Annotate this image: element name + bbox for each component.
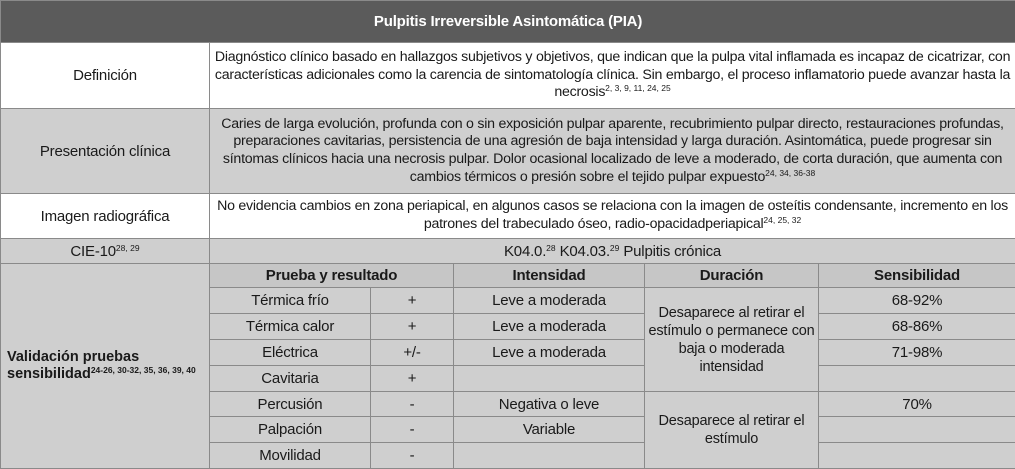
definicion-body: Diagnóstico clínico basado en hallazgos subjetivos y objetivos, que indican que la pulpa vital inflamada es incapaz de cicatrizar, con características adicionales como la carencia de sintomatología clínica. Sin embargo, el proceso inflamatorio puede avanzar hasta la necrosis	[215, 49, 1010, 100]
row-definicion	[1, 43, 1015, 109]
test-intensity: Variable	[454, 417, 645, 443]
cie-code2-text: Pulpitis crónica	[619, 243, 721, 260]
validacion-label	[1, 264, 210, 469]
test-name: Percusión	[210, 392, 371, 417]
definicion-refs: 2, 3, 9, 11, 24, 25	[605, 83, 671, 93]
test-intensity: Leve a moderada	[454, 314, 645, 340]
validacion-header-row	[1, 264, 1015, 288]
cie-codes	[210, 239, 1015, 264]
test-sensitivity: 68-92%	[819, 288, 1015, 314]
test-result: +/-	[371, 340, 454, 366]
test-result: +	[371, 314, 454, 340]
presentacion-body: Caries de larga evolución, profunda con o sin exposición pulpar aparente, recubrimiento pulpar directo, restauraciones profundas, preparaciones cavitarias, persistencia de una agresión de baja intensidad y larga duración. Asintomática, puede progresar sin síntomas clínicos hacia una necrosis pulpar. Dolor ocasional localizado de leve a moderado, de corta duración, que aumenta con cambios térmicos o presión sobre el tejido pulpar expuesto	[221, 116, 1003, 185]
cie-label	[1, 239, 210, 264]
row-presentacion	[1, 109, 1015, 194]
test-result: -	[371, 392, 454, 417]
test-sensitivity: 71-98%	[819, 340, 1015, 366]
test-intensity: Leve a moderada	[454, 340, 645, 366]
imagen-label: Imagen radiográfica	[1, 194, 210, 239]
test-name: Movilidad	[210, 443, 371, 469]
test-sensitivity	[819, 366, 1015, 392]
row-cie	[1, 239, 1015, 264]
test-sensitivity	[819, 417, 1015, 443]
imagen-refs: 24, 25, 32	[763, 215, 801, 225]
header-intensidad: Intensidad	[454, 264, 645, 288]
presentacion-refs: 24, 34, 36-38	[765, 168, 815, 178]
table-title: Pulpitis Irreversible Asintomática (PIA)	[1, 1, 1015, 43]
test-result: -	[371, 443, 454, 469]
test-name: Térmica calor	[210, 314, 371, 340]
presentacion-label: Presentación clínica	[1, 109, 210, 194]
test-sensitivity: 70%	[819, 392, 1015, 417]
test-name: Palpación	[210, 417, 371, 443]
definicion-label: Definición	[1, 43, 210, 109]
test-name: Térmica frío	[210, 288, 371, 314]
duration-group-2: Desaparece al retirar el estímulo	[645, 392, 819, 469]
test-result: +	[371, 366, 454, 392]
cie-code1-refs: 28	[546, 243, 555, 253]
header-duracion: Duración	[645, 264, 819, 288]
test-name: Eléctrica	[210, 340, 371, 366]
presentacion-text	[210, 109, 1015, 194]
validacion-label-line1: Validación pruebas	[7, 349, 139, 365]
imagen-body: No evidencia cambios en zona periapical, en algunos casos se relaciona con la imagen de osteítis condensante, incremento en los patrones del trabeculado óseo, radio-opacidadperiapical	[217, 198, 1008, 232]
cie-code2: K04.03.	[556, 243, 610, 260]
test-result: +	[371, 288, 454, 314]
header-prueba: Prueba y resultado	[210, 264, 454, 288]
cie-label-text: CIE-10	[70, 243, 116, 260]
test-sensitivity: 68-86%	[819, 314, 1015, 340]
imagen-text	[210, 194, 1015, 239]
test-result: -	[371, 417, 454, 443]
validacion-label-line2: sensibilidad	[7, 366, 91, 382]
header-sensibilidad: Sensibilidad	[819, 264, 1015, 288]
cie-code2-refs: 29	[610, 243, 619, 253]
validacion-label-refs: 24-26, 30-32, 35, 36, 39, 40	[91, 365, 196, 375]
duration-group-1: Desaparece al retirar el estímulo o permanece con baja o moderada intensidad	[645, 288, 819, 392]
test-name: Cavitaria	[210, 366, 371, 392]
row-imagen	[1, 194, 1015, 239]
test-intensity	[454, 366, 645, 392]
test-intensity: Negativa o leve	[454, 392, 645, 417]
cie-label-refs: 28, 29	[116, 243, 140, 253]
title-row	[1, 1, 1015, 43]
cie-code1: K04.0.	[504, 243, 546, 260]
test-intensity: Leve a moderada	[454, 288, 645, 314]
definicion-text	[210, 43, 1015, 109]
